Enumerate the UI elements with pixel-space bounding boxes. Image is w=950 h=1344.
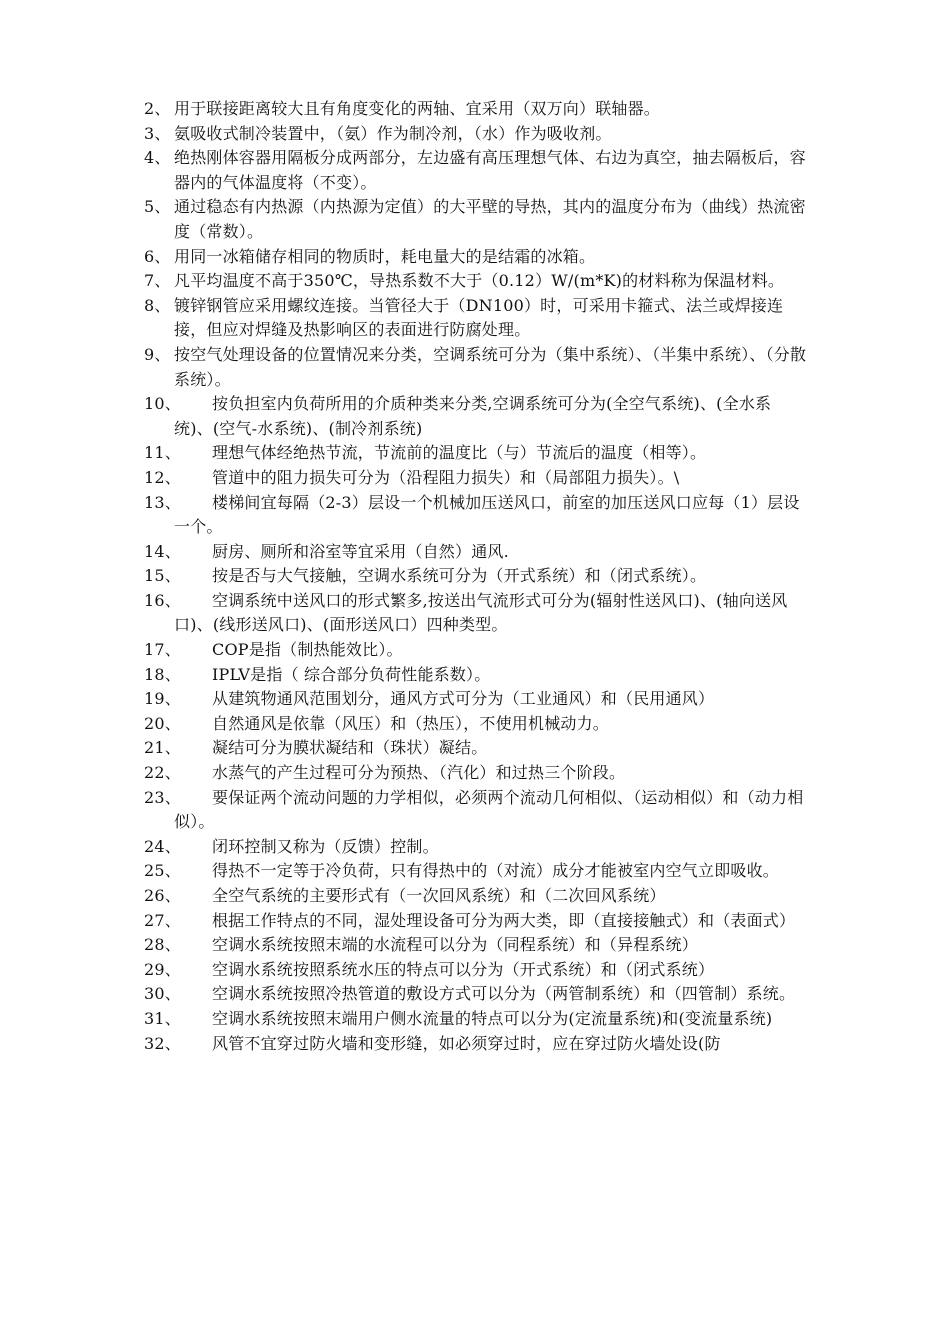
item-number: 14、 — [144, 541, 181, 561]
item-text: 要保证两个流动问题的力学相似，必须两个流动几何相似、（运动相似）和（动力相似）。 — [174, 787, 804, 832]
item-text: 楼梯间宜每隔（2-3）层设一个机械加压送风口，前室的加压送风口应每（1）层设一个。 — [174, 492, 800, 537]
list-item — [144, 835, 808, 860]
list-item — [144, 909, 808, 934]
item-number: 23、 — [144, 787, 181, 807]
item-text: 理想气体经绝热节流，节流前的温度比（与）节流后的温度（相等）。 — [212, 443, 707, 463]
list-item — [144, 933, 808, 958]
item-number: 13、 — [144, 492, 181, 512]
item-text: IPLV是指（ 综合部分负荷性能系数）。 — [212, 664, 491, 684]
item-number: 17、 — [144, 640, 181, 660]
item-text: 根据工作特点的不同，湿处理设备可分为两大类，即（直接接触式）和（表面式） — [212, 910, 796, 930]
item-number: 9、 — [144, 344, 171, 364]
item-text: 绝热刚体容器用隔板分成两部分，左边盛有高压理想气体、右边为真空，抽去隔板后，容器内的气体温度将（不变）。 — [174, 148, 806, 192]
item-text: 厨房、厕所和浴室等宜采用（自然）通风. — [212, 541, 509, 561]
list-item — [144, 786, 808, 835]
item-number: 20、 — [144, 713, 181, 733]
list-item — [144, 687, 808, 712]
list-item — [144, 97, 808, 122]
item-number: 25、 — [144, 861, 181, 881]
item-text: 全空气系统的主要形式有（一次回风系统）和（二次回风系统） — [212, 886, 666, 905]
item-number: 32、 — [144, 1033, 181, 1053]
item-number: 4、 — [144, 148, 171, 168]
item-text: 通过稳态有内热源（内热源为定值）的大平壁的导热，其内的温度分布为（曲线）热流密度（常数）。 — [174, 197, 806, 241]
list-item — [144, 294, 808, 343]
list-item — [144, 1007, 808, 1032]
list-item — [144, 195, 808, 244]
item-text: 按空气处理设备的位置情况来分类，空调系统可分为（集中系统）、（半集中系统）、（分散系统）。 — [174, 344, 807, 389]
list-item — [144, 958, 808, 983]
item-text: 得热不一定等于冷负荷，只有得热中的（对流）成分才能被室内空气立即吸收。 — [212, 861, 780, 881]
list-item — [144, 1032, 808, 1057]
item-text: 凡平均温度不高于350℃，导热系数不大于（0.12）W/(m*K)的材料称为保温材料。 — [174, 271, 785, 291]
list-item — [144, 269, 808, 294]
item-number: 11、 — [144, 443, 181, 463]
list-item — [144, 761, 808, 786]
item-number: 29、 — [144, 959, 181, 979]
list-item — [144, 638, 808, 663]
item-number: 31、 — [144, 1008, 181, 1028]
item-text: COP是指（制热能效比）。 — [212, 640, 403, 660]
item-text: 按负担室内负荷所用的介质种类来分类,空调系统可分为(全空气系统)、(全水系统)、(空气-水系统)、(制冷剂系统) — [174, 394, 772, 438]
item-text: 用于联接距离较大且有角度变化的两轴、宜采用（双万向）联轴器。 — [174, 99, 661, 118]
item-text: 镀锌钢管应采用螺纹连接。当管径大于（DN100）时，可采用卡箍式、法兰或焊接连接，但应对焊缝及热影响区的表面进行防腐处理。 — [174, 295, 784, 340]
item-number: 6、 — [144, 246, 171, 266]
list-item — [144, 712, 808, 737]
item-text: 风管不宜穿过防火墙和变形缝，如必须穿过时，应在穿过防火墙处设(防 — [212, 1033, 721, 1053]
item-number: 26、 — [144, 886, 181, 905]
item-text: 空调水系统按照末端用户侧水流量的特点可以分为(定流量系统)和(变流量系统) — [212, 1008, 773, 1028]
item-number: 18、 — [144, 664, 181, 684]
item-text: 水蒸气的产生过程可分为预热、（汽化）和过热三个阶段。 — [212, 763, 626, 783]
item-number: 28、 — [144, 935, 181, 955]
item-text: 用同一冰箱储存相同的物质时，耗电量大的是结霜的冰箱。 — [174, 246, 596, 266]
list-item — [144, 884, 808, 909]
item-text: 空调水系统按照冷热管道的敷设方式可以分为（两管制系统）和（四管制）系统。 — [212, 984, 796, 1004]
list-item — [144, 146, 808, 195]
item-number: 27、 — [144, 910, 181, 930]
list-item — [144, 540, 808, 565]
item-text: 空调水系统按照系统水压的特点可以分为（开式系统）和（闭式系统） — [212, 959, 715, 979]
item-text: 空调系统中送风口的形式繁多,按送出气流形式可分为(辐射性送风口)、(轴向送风口)、(线形送风口)、(面形送风口）四种类型。 — [174, 590, 788, 635]
list-item — [144, 564, 808, 589]
list-item — [144, 736, 808, 761]
item-text: 自然通风是依靠（风压）和（热压），不使用机械动力。 — [212, 713, 610, 733]
item-number: 5、 — [144, 197, 171, 217]
item-text: 管道中的阻力损失可分为（沿程阻力损失）和（局部阻力损失）。\ — [212, 467, 680, 487]
item-number: 2、 — [144, 99, 171, 118]
item-number: 12、 — [144, 467, 181, 487]
item-text: 按是否与大气接触，空调水系统可分为（开式系统）和（闭式系统）。 — [212, 566, 707, 586]
item-number: 7、 — [144, 271, 171, 291]
item-text: 凝结可分为膜状凝结和（珠状）凝结。 — [212, 738, 488, 758]
item-number: 21、 — [144, 738, 181, 758]
item-number: 22、 — [144, 763, 181, 783]
item-number: 19、 — [144, 689, 181, 709]
list-item — [144, 859, 808, 884]
item-number: 3、 — [144, 123, 171, 143]
list-item — [144, 392, 808, 441]
item-text: 空调水系统按照末端的水流程可以分为（同程系统）和（异程系统） — [212, 935, 699, 955]
list-item — [144, 343, 808, 392]
item-text: 闭环控制又称为（反馈）控制。 — [212, 836, 439, 856]
list-item — [144, 491, 808, 540]
item-text: 氨吸收式制冷装置中，（氨）作为制冷剂，（水）作为吸收剂。 — [174, 123, 612, 143]
list-item — [144, 589, 808, 638]
item-number: 15、 — [144, 566, 181, 586]
list-item — [144, 245, 808, 270]
item-number: 24、 — [144, 836, 181, 856]
list-item — [144, 122, 808, 147]
item-number: 8、 — [144, 295, 171, 315]
list-item — [144, 982, 808, 1007]
list-item — [144, 663, 808, 688]
item-number: 10、 — [144, 394, 181, 414]
list-item — [144, 466, 808, 491]
item-number: 30、 — [144, 984, 181, 1004]
question-list — [144, 97, 808, 1056]
item-text: 从建筑物通风范围划分，通风方式可分为（工业通风）和（民用通风） — [212, 689, 715, 709]
list-item — [144, 441, 808, 466]
item-number: 16、 — [144, 590, 181, 610]
